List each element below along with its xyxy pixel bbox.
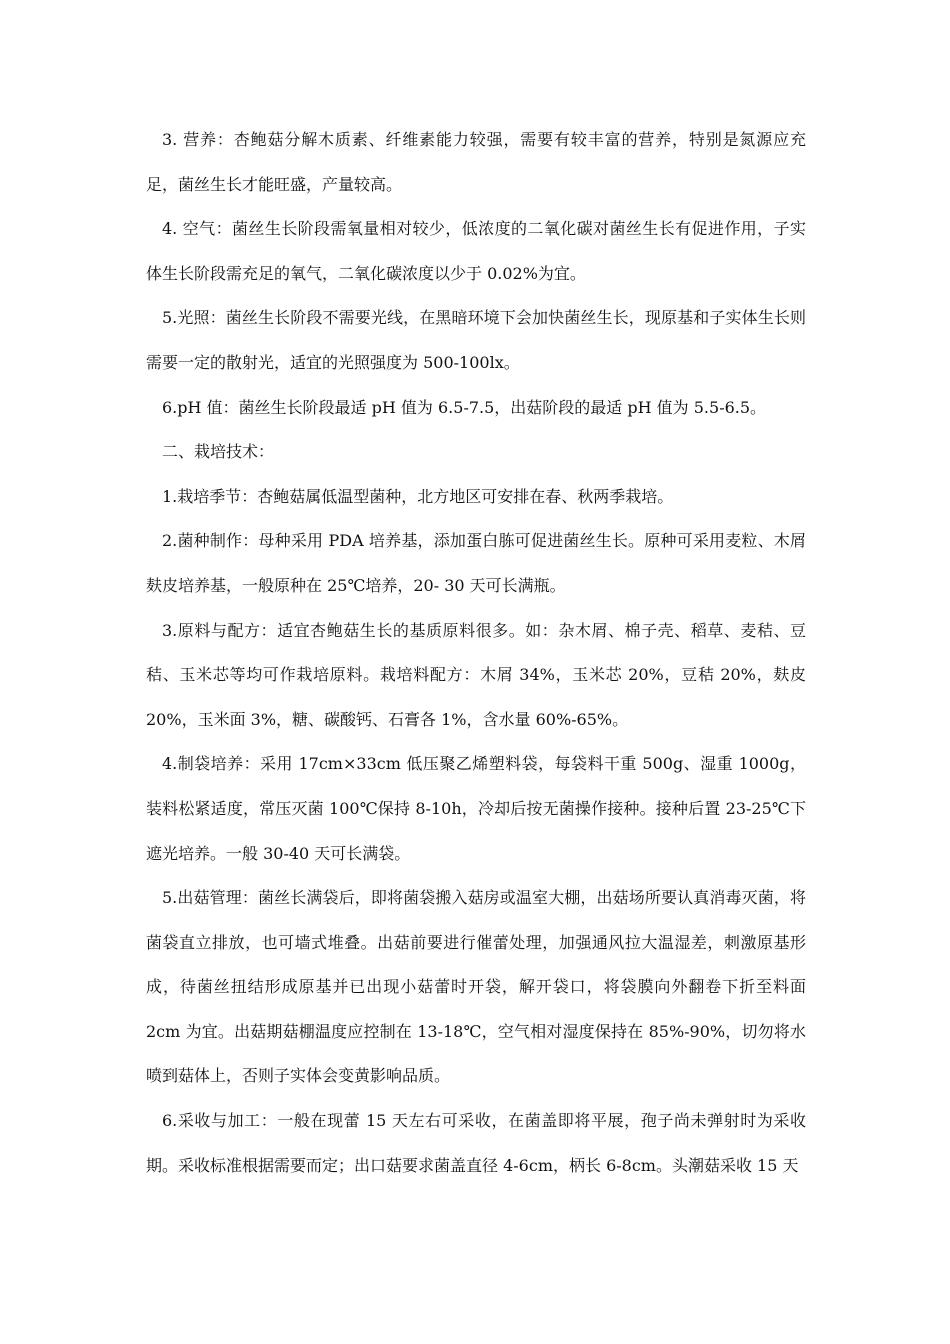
paragraph-spawn: 2.菌种制作：母种采用 PDA 培养基，添加蛋白胨可促进菌丝生长。原种可采用麦粒、木屑麸皮培养基，一般原种在 25℃培养，20- 30 天可长满瓶。 [146,531,806,595]
paragraph-harvest: 6.采收与加工：一般在现蕾 15 天左右可采收，在菌盖即将平展，孢子尚未弹射时为采收期。采收标准根据需要而定；出口菇要求菌盖直径 4-6cm，柄长 6-8cm。头潮菇采收 15 天 [146,1111,806,1175]
paragraph-materials: 3.原料与配方：适宜杏鲍菇生长的基质原料很多。如：杂木屑、棉子壳、稻草、麦秸、豆秸、玉米芯等均可作栽培原料。栽培料配方：木屑 34%，玉米芯 20%，豆秸 20%，麸皮 20%，玉米面 3%，糖、碳酸钙、石膏各 1%，含水量 60%-65%。 [146,620,806,729]
paragraph-fruiting: 5.出菇管理：菌丝长满袋后，即将菌袋搬入菇房或温室大棚，出菇场所要认真消毒灭菌，将菌袋直立排放，也可墙式堆叠。出菇前要进行催蕾处理，加强通风拉大温湿差，刺激原基形成，待菌丝扭结形成原基并已出现小菇蕾时开袋，解开袋口，将袋膜向外翻卷下折至料面 2cm 为宜。出菇期菇棚温度应控制在 13-18℃，空气相对湿度保持在 85%-90%，切勿将水喷到菇体上，否则子实体会变黄影响品质。 [146,888,806,1086]
document-body [146,118,806,1188]
paragraph-season: 1.栽培季节：杏鲍菇属低温型菌种，北方地区可安排在春、秋两季栽培。 [162,486,674,506]
paragraph-ph: 6.pH 值：菌丝生长阶段最适 pH 值为 6.5-7.5，出菇阶段的最适 pH 值为 5.5-6.5。 [162,397,767,417]
paragraph-air: 4. 空气：菌丝生长阶段需氧量相对较少，低浓度的二氧化碳对菌丝生长有促进作用，子实体生长阶段需充足的氧气，二氧化碳浓度以少于 0.02%为宜。 [146,219,806,283]
paragraph-light: 5.光照：菌丝生长阶段不需要光线，在黑暗环境下会加快菌丝生长，现原基和子实体生长则需要一定的散射光，适宜的光照强度为 500-100lx。 [146,308,806,372]
paragraph-bagging: 4.制袋培养：采用 17cm×33cm 低压聚乙烯塑料袋，每袋料干重 500g、湿重 1000g，装料松紧适度，常压灭菌 100℃保持 8-10h，冷却后按无菌操作接种。接种后置 23-25℃下遮光培养。一般 30-40 天可长满袋。 [146,754,806,863]
paragraph-nutrition: 3. 营养：杏鲍菇分解木质素、纤维素能力较强，需要有较丰富的营养，特别是氮源应充足，菌丝生长才能旺盛，产量较高。 [146,130,806,194]
section-heading-cultivation: 二、栽培技术： [162,442,275,462]
